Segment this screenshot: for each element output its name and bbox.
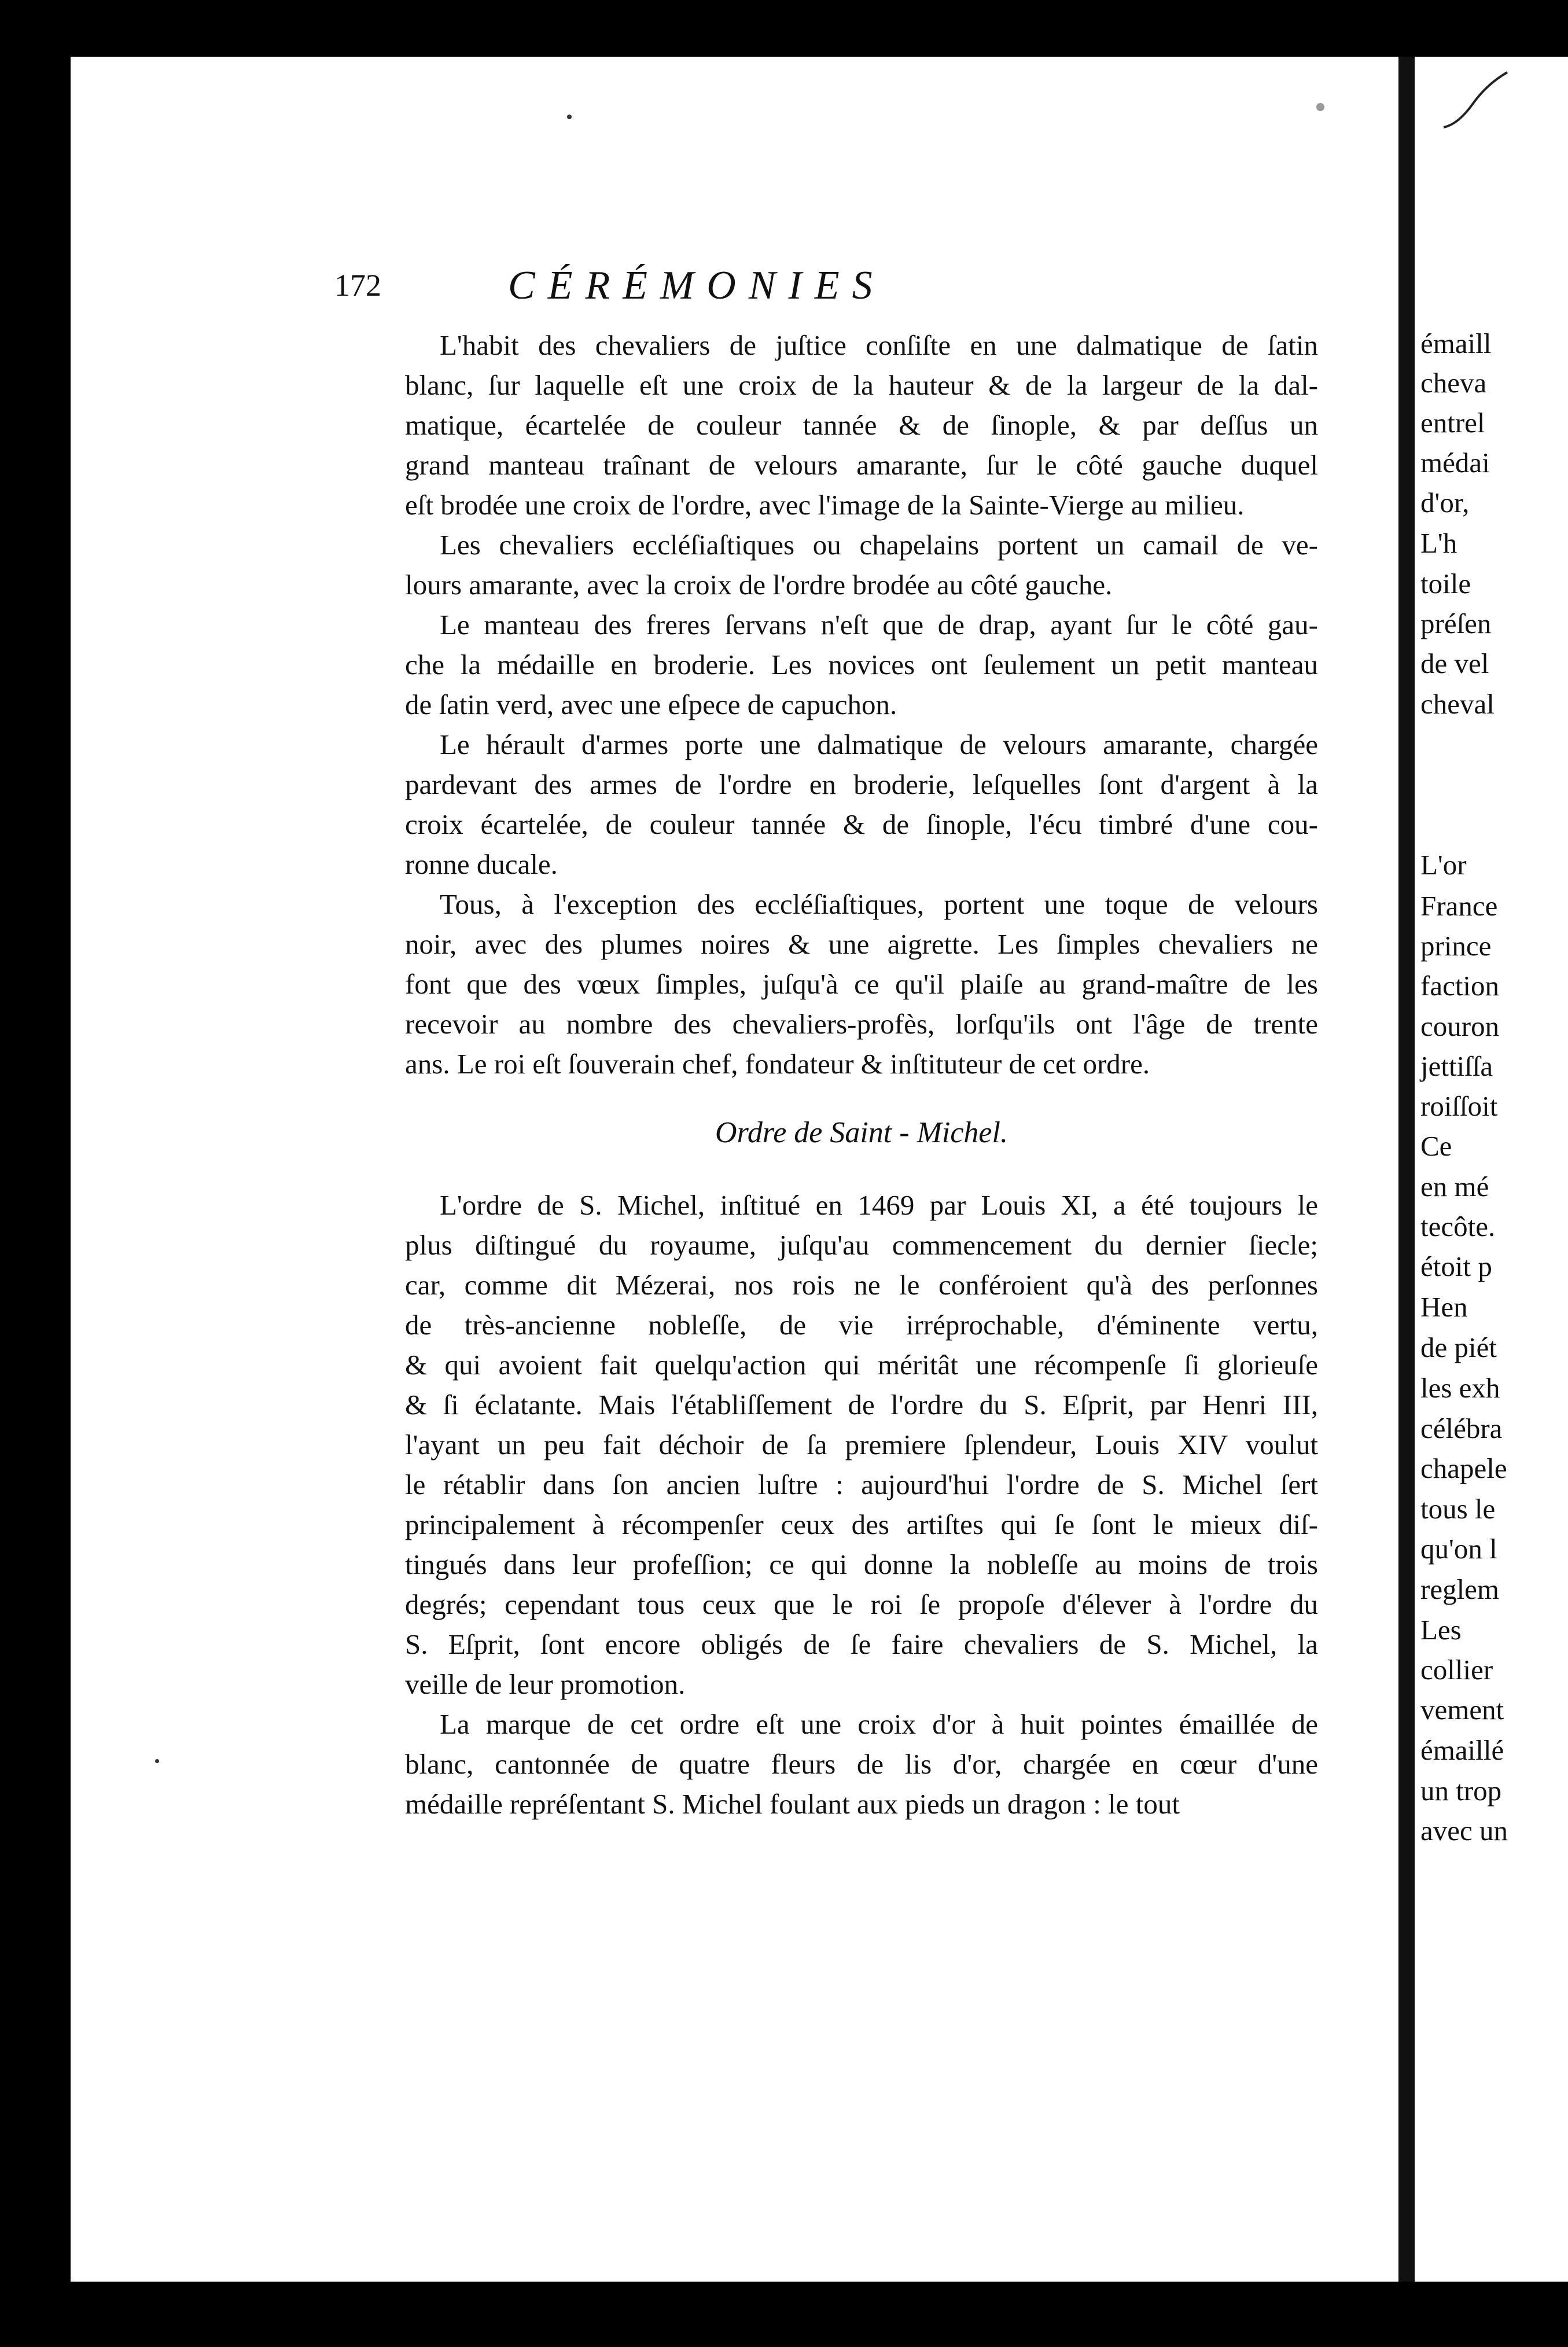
right-page-line: prince — [1420, 930, 1492, 962]
text-line: croix écartelée, de couleur tannée & de ſinople, l'écu timbré d'une cou- — [405, 808, 1318, 840]
text-line: grand manteau traînant de velours amarante, ſur le côté gauche duquel — [405, 449, 1318, 481]
right-page-line: cheva — [1420, 367, 1487, 399]
text-line: matique, écartelée de couleur tannée & de ſinople, & par deſſus un — [405, 409, 1318, 441]
text-line: L'ordre de S. Michel, inſtitué en 1469 par Louis XI, a été toujours le — [440, 1189, 1318, 1221]
text-line: ronne ducale. — [405, 848, 558, 880]
text-line: plus diſtingué du royaume, juſqu'au commencement du dernier ſiecle; — [405, 1229, 1318, 1261]
right-page-line: célébra — [1420, 1412, 1503, 1444]
right-page — [1415, 57, 1568, 2282]
text-line: & ſi éclatante. Mais l'établiſſement de l'ordre du S. Eſprit, par Henri III, — [405, 1389, 1318, 1421]
right-page-line: qu'on l — [1420, 1533, 1497, 1565]
text-line: de ſatin verd, avec une eſpece de capuchon. — [405, 689, 897, 720]
text-line: blanc, cantonnée de quatre fleurs de lis d'or, chargée en cœur d'une — [405, 1748, 1318, 1780]
right-page-line: jettiſſa — [1420, 1050, 1493, 1082]
paragraph — [405, 525, 1318, 605]
text-line: tingués dans leur profeſſion; ce qui donne la nobleſſe au moins de trois — [405, 1548, 1318, 1580]
right-page-line: tous le — [1420, 1493, 1496, 1525]
right-page-line: couron — [1420, 1010, 1500, 1042]
running-title: CÉRÉMONIES — [508, 263, 885, 308]
page-number: 172 — [334, 268, 381, 303]
paragraph — [405, 724, 1318, 884]
text-line: de très-ancienne nobleſſe, de vie irréprochable, d'éminente vertu, — [405, 1309, 1318, 1341]
right-page-line: avec un — [1420, 1815, 1508, 1846]
paragraph — [405, 884, 1318, 1084]
text-line: S. Eſprit, ſont encore obligés de ſe faire chevaliers de S. Michel, la — [405, 1628, 1318, 1660]
right-page-line: Les — [1420, 1614, 1462, 1646]
paragraph — [405, 325, 1318, 525]
text-line: veille de leur promotion. — [405, 1668, 686, 1700]
pen-stroke-mark — [1441, 69, 1510, 133]
paragraph — [405, 1704, 1318, 1824]
ink-speck — [155, 1759, 159, 1763]
right-page-line: chapele — [1420, 1452, 1507, 1484]
text-line: Le hérault d'armes porte une dalmatique de velours amarante, chargée — [440, 729, 1318, 760]
text-line: eſt brodée une croix de l'ordre, avec l'image de la Sainte-Vierge au milieu. — [405, 489, 1245, 521]
text-line: pardevant des armes de l'ordre en broderie, leſquelles ſont d'argent à la — [405, 768, 1318, 800]
ink-speck — [1316, 103, 1324, 111]
right-page-line: d'or, — [1420, 487, 1470, 518]
paragraph — [405, 1185, 1318, 1704]
right-page-line: un trop — [1420, 1775, 1502, 1807]
right-page-line: roiſſoit — [1420, 1090, 1498, 1122]
text-line: blanc, ſur laquelle eſt une croix de la hauteur & de la largeur de la dal- — [405, 369, 1318, 401]
text-line: principalement à récompenſer ceux des artiſtes qui ſe ſont le mieux diſ- — [405, 1509, 1318, 1540]
paragraph — [405, 605, 1318, 724]
section-title: Ordre de Saint - Michel. — [715, 1116, 1008, 1149]
text-line: degrés; cependant tous ceux que le roi ſe propoſe d'élever à l'ordre du — [405, 1588, 1318, 1620]
text-line: Les chevaliers eccléſiaſtiques ou chapelains portent un camail de ve- — [440, 529, 1318, 561]
text-line: Le manteau des freres ſervans n'eſt que de drap, ayant ſur le côté gau- — [440, 609, 1318, 641]
text-line: noir, avec des plumes noires & une aigrette. Les ſimples chevaliers ne — [405, 928, 1318, 960]
text-line: che la médaille en broderie. Les novices ont ſeulement un petit manteau — [405, 649, 1318, 680]
right-page-line: L'h — [1420, 527, 1457, 559]
right-page-line: Ce — [1420, 1130, 1452, 1162]
right-page-line: faction — [1420, 970, 1500, 1002]
right-page-line: reglem — [1420, 1573, 1500, 1605]
text-line: l'ayant un peu fait déchoir de ſa premiere ſplendeur, Louis XIV voulut — [405, 1429, 1318, 1461]
text-line: médaille repréſentant S. Michel foulant aux pieds un dragon : le tout — [405, 1788, 1180, 1820]
right-page-line: les exh — [1420, 1372, 1500, 1404]
right-page-line: de vel — [1420, 648, 1489, 679]
right-page-line: étoit p — [1420, 1250, 1492, 1282]
text-line: ans. Le roi eſt ſouverain chef, fondateur & inſtituteur de cet ordre. — [405, 1048, 1150, 1080]
right-page-line: de piét — [1420, 1331, 1497, 1363]
right-page-line: L'or — [1420, 849, 1467, 881]
text-line: Tous, à l'exception des eccléſiaſtiques, portent une toque de velours — [440, 888, 1318, 920]
main-text — [405, 325, 1318, 1824]
right-page-line: tecôte. — [1420, 1211, 1496, 1242]
right-page-line: France — [1420, 890, 1498, 922]
text-line: L'habit des chevaliers de juſtice conſiſte en une dalmatique de ſatin — [440, 329, 1318, 361]
right-page-line: toile — [1420, 568, 1471, 599]
right-page-line: médai — [1420, 447, 1490, 479]
text-line: recevoir au nombre des chevaliers-profès, lorſqu'ils ont l'âge de trente — [405, 1008, 1318, 1040]
right-page-line: préſen — [1420, 608, 1492, 639]
right-page-line: en mé — [1420, 1171, 1489, 1202]
page-gutter — [1398, 57, 1415, 2282]
right-page-line: vement — [1420, 1694, 1504, 1726]
ink-speck — [567, 115, 572, 119]
right-page-line: émaill — [1420, 328, 1492, 359]
right-page-line: collier — [1420, 1654, 1493, 1686]
text-line: La marque de cet ordre eſt une croix d'or à huit pointes émaillée de — [440, 1708, 1318, 1740]
right-page-line: entrel — [1420, 407, 1485, 439]
text-line: car, comme dit Mézerai, nos rois ne le conféroient qu'à des perſonnes — [405, 1269, 1318, 1301]
right-page-line: cheval — [1420, 688, 1495, 720]
right-page-line: Hen — [1420, 1291, 1468, 1323]
right-page-line: émaillé — [1420, 1734, 1504, 1766]
text-line: font que des vœux ſimples, juſqu'à ce qu'il plaiſe au grand-maître de les — [405, 968, 1318, 1000]
text-line: lours amarante, avec la croix de l'ordre brodée au côté gauche. — [405, 569, 1113, 601]
text-line: & qui avoient fait quelqu'action qui méritât une récompenſe ſi glorieuſe — [405, 1349, 1318, 1381]
text-line: le rétablir dans ſon ancien luſtre : aujourd'hui l'ordre de S. Michel ſert — [405, 1469, 1318, 1500]
page-header — [334, 263, 1318, 308]
